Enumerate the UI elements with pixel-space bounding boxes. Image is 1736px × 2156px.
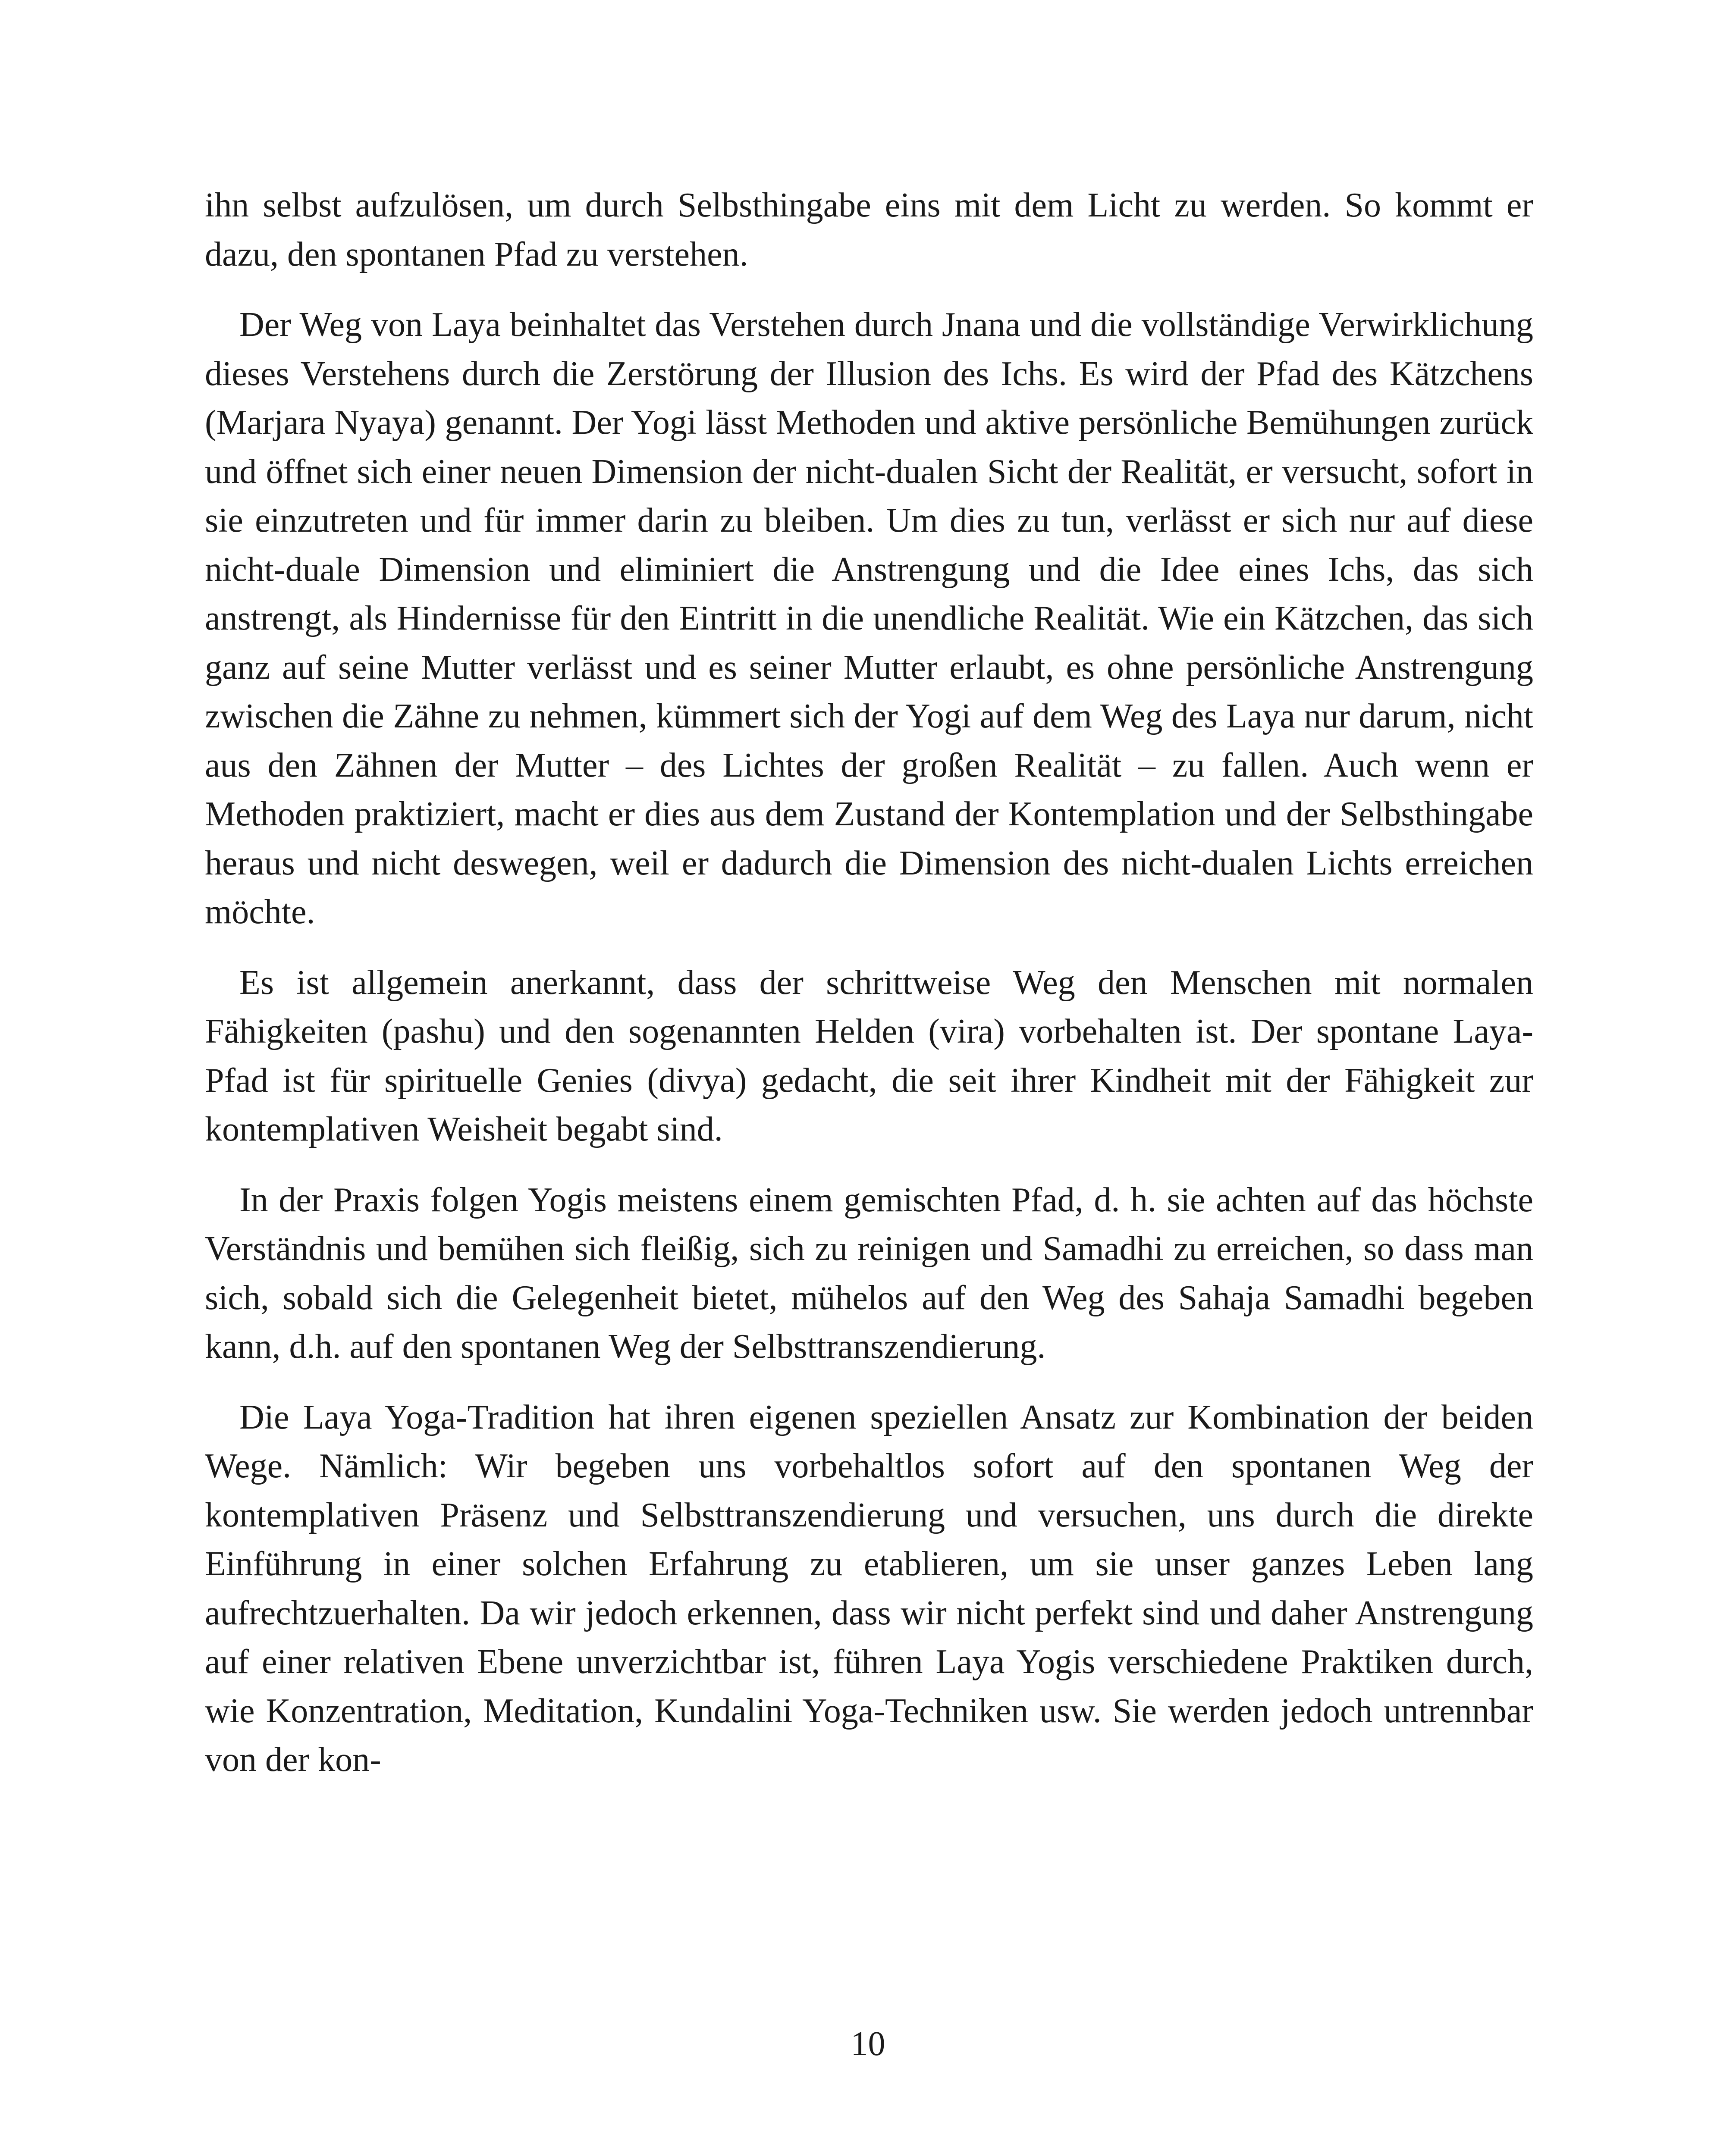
paragraph-mixed-path: In der Praxis folgen Yogis meistens einem gemischten Pfad, d. h. sie achten auf das höchste Verständnis und bemühen sich fleißig, sich zu reinigen und Samadhi zu erreichen, so dass man sich, sobald sich die Gelegenheit bietet, mühelos auf den Weg des Sahaja Samadhi begeben kann, d.h. auf den spontanen Weg der Selbsttranszendierung. [205,1181,1533,1366]
paragraph-continuation: ihn selbst aufzulösen, um durch Selbsthingabe eins mit dem Licht zu werden. So kommt er dazu, den spontanen Pfad zu verstehen. [205,186,1533,273]
body-text [205,181,1533,1806]
page-number: 10 [851,2025,885,2063]
paragraph-tradition-approach: Die Laya Yoga-Tradition hat ihren eigenen speziellen Ansatz zur Kombination der beiden Wege. Nämlich: Wir begeben uns vorbehaltlos sofort auf den spontanen Weg der kontemplativen Präsenz und Selbsttranszendierung und versuchen, uns durch die direkte Einführung in einer solchen Erfahrung zu etablieren, um sie unser ganzes Leben lang aufrechtzuerhalten. Da wir jedoch erkennen, dass wir nicht perfekt sind und daher Anstrengung auf einer relativen Ebene unverzichtbar ist, führen Laya Yogis verschiedene Praktiken durch, wie Konzentration, Meditation, Kundalini Yoga-Techniken usw. Sie werden jedoch untrennbar von der kon- [205,1398,1533,1779]
paragraph-gradual-way: Es ist allgemein anerkannt, dass der schrittweise Weg den Menschen mit normalen Fähigkeiten (pashu) und den sogenannten Helden (vira) vorbehalten ist. Der spontane Laya-Pfad ist für spirituelle Genies (divya) gedacht, die seit ihrer Kindheit mit der Fähigkeit zur kontemplativen Weisheit begabt sind. [205,963,1533,1148]
paragraph-laya-way: Der Weg von Laya beinhaltet das Verstehen durch Jnana und die vollständige Verwirklichung dieses Verstehens durch die Zerstörung der Illusion des Ichs. Es wird der Pfad des Kätzchens (Marjara Nyaya) genannt. Der Yogi lässt Methoden und aktive persönliche Bemühungen zurück und öffnet sich einer neuen Dimension der nicht-dualen Sicht der Realität, er versucht, sofort in sie einzutreten und für immer darin zu bleiben. Um dies zu tun, verlässt er sich nur auf diese nicht-duale Dimension und eliminiert die Anstrengung und die Idee eines Ichs, das sich anstrengt, als Hindernisse für den Eintritt in die unendliche Realität. Wie ein Kätzchen, das sich ganz auf seine Mutter verlässt und es seiner Mutter erlaubt, es ohne persönliche Anstrengung zwischen die Zähne zu nehmen, kümmert sich der Yogi auf dem Weg des Laya nur darum, nicht aus den Zähnen der Mutter – des Lichtes der großen Realität – zu fallen. Auch wenn er Methoden praktiziert, macht er dies aus dem Zustand der Kontemplation und der Selbsthingabe heraus und nicht deswegen, weil er dadurch die Dimension des nicht-dualen Lichts erreichen möchte. [205,306,1533,931]
